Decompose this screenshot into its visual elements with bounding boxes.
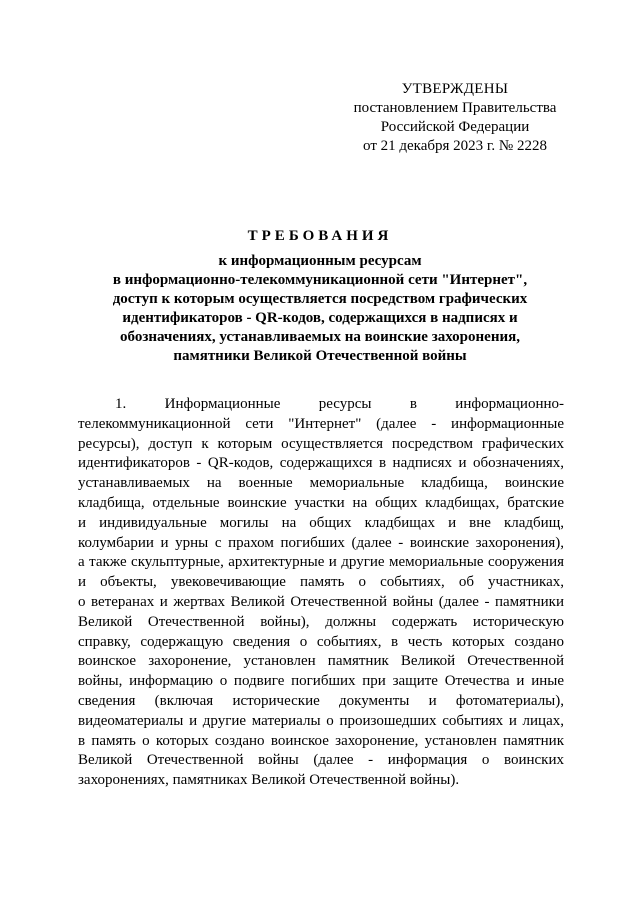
heading-line: в информационно-телекоммуникационной сети "Интернет", xyxy=(112,272,528,288)
heading-line: доступ к которым осуществляется посредством графических xyxy=(112,291,528,307)
paragraph-line: 1. Информационные ресурсы в информационно- xyxy=(115,396,564,412)
paragraph-line: захоронениях, памятниках Великой Отечественной войны). xyxy=(78,772,460,789)
paragraph-line: в память о которых создано воинское захоронение, установлен памятник xyxy=(78,732,564,749)
paragraph-line: видеоматериалы и другие материалы о произошедших событиях и лицах, xyxy=(78,712,564,729)
paragraph-line: Великой Отечественной войны), должны содержать историческую xyxy=(78,613,564,630)
approval-line: Российской Федерации xyxy=(380,119,530,135)
heading-line: к информационным ресурсам xyxy=(218,253,422,269)
paragraph-line: справку, содержащую сведения о событиях, в честь которых создано xyxy=(78,633,564,650)
paragraph-line: кладбища, отдельные воинские участки на общих кладбищах, братские xyxy=(78,494,564,511)
paragraph-line: идентификаторов - QR-кодов, содержащихся в надписях и обозначениях, xyxy=(78,455,564,472)
approval-stamp xyxy=(352,80,558,156)
heading-line: обозначениях, устанавливаемых на воинские захоронения, xyxy=(120,329,520,345)
paragraph-line: устанавливаемых на военные мемориальные кладбища, воинские xyxy=(78,475,564,492)
paragraph-line: Великой Отечественной войны (далее - информация о воинских xyxy=(78,752,564,769)
paragraph-line: воинское захоронение, установлен памятник Великой Отечественной xyxy=(78,653,564,670)
heading-line: идентификаторов - QR-кодов, содержащихся в надписях и xyxy=(122,310,518,326)
paragraph-line: и индивидуальные могилы на общих кладбищах и вне кладбищ, xyxy=(78,514,564,531)
paragraph-line: и объекты, увековечивающие память о событиях, об участниках, xyxy=(78,574,564,591)
approval-line: постановлением Правительства xyxy=(353,100,557,116)
paragraph-1 xyxy=(78,395,564,791)
paragraph-line: о ветеранах и жертвах Великой Отечественной войны (далее - памятники xyxy=(78,593,564,610)
paragraph-line: сведения (включая исторические документы и фотоматериалы), xyxy=(78,692,564,709)
document-heading xyxy=(70,227,570,366)
paragraph-line: телекоммуникационной сети "Интернет" (далее - информационные xyxy=(78,415,564,432)
paragraph-line: колумбарии и урны с прахом погибших (далее - воинские захоронения), xyxy=(78,534,564,551)
heading-line: памятники Великой Отечественной войны xyxy=(173,348,467,364)
heading-title: ТРЕБОВАНИЯ xyxy=(247,228,393,244)
paragraph-line: ресурсы), доступ к которым осуществляется посредством графических xyxy=(78,435,564,452)
approval-line: от 21 декабря 2023 г. № 2228 xyxy=(363,138,547,154)
paragraph-line: а также скульптурные, архитектурные и другие мемориальные сооружения xyxy=(78,554,564,571)
approval-title: УТВЕРЖДЕНЫ xyxy=(401,81,509,97)
paragraph-line: войны, информацию о подвиге погибших при защите Отечества и иные xyxy=(78,673,564,690)
